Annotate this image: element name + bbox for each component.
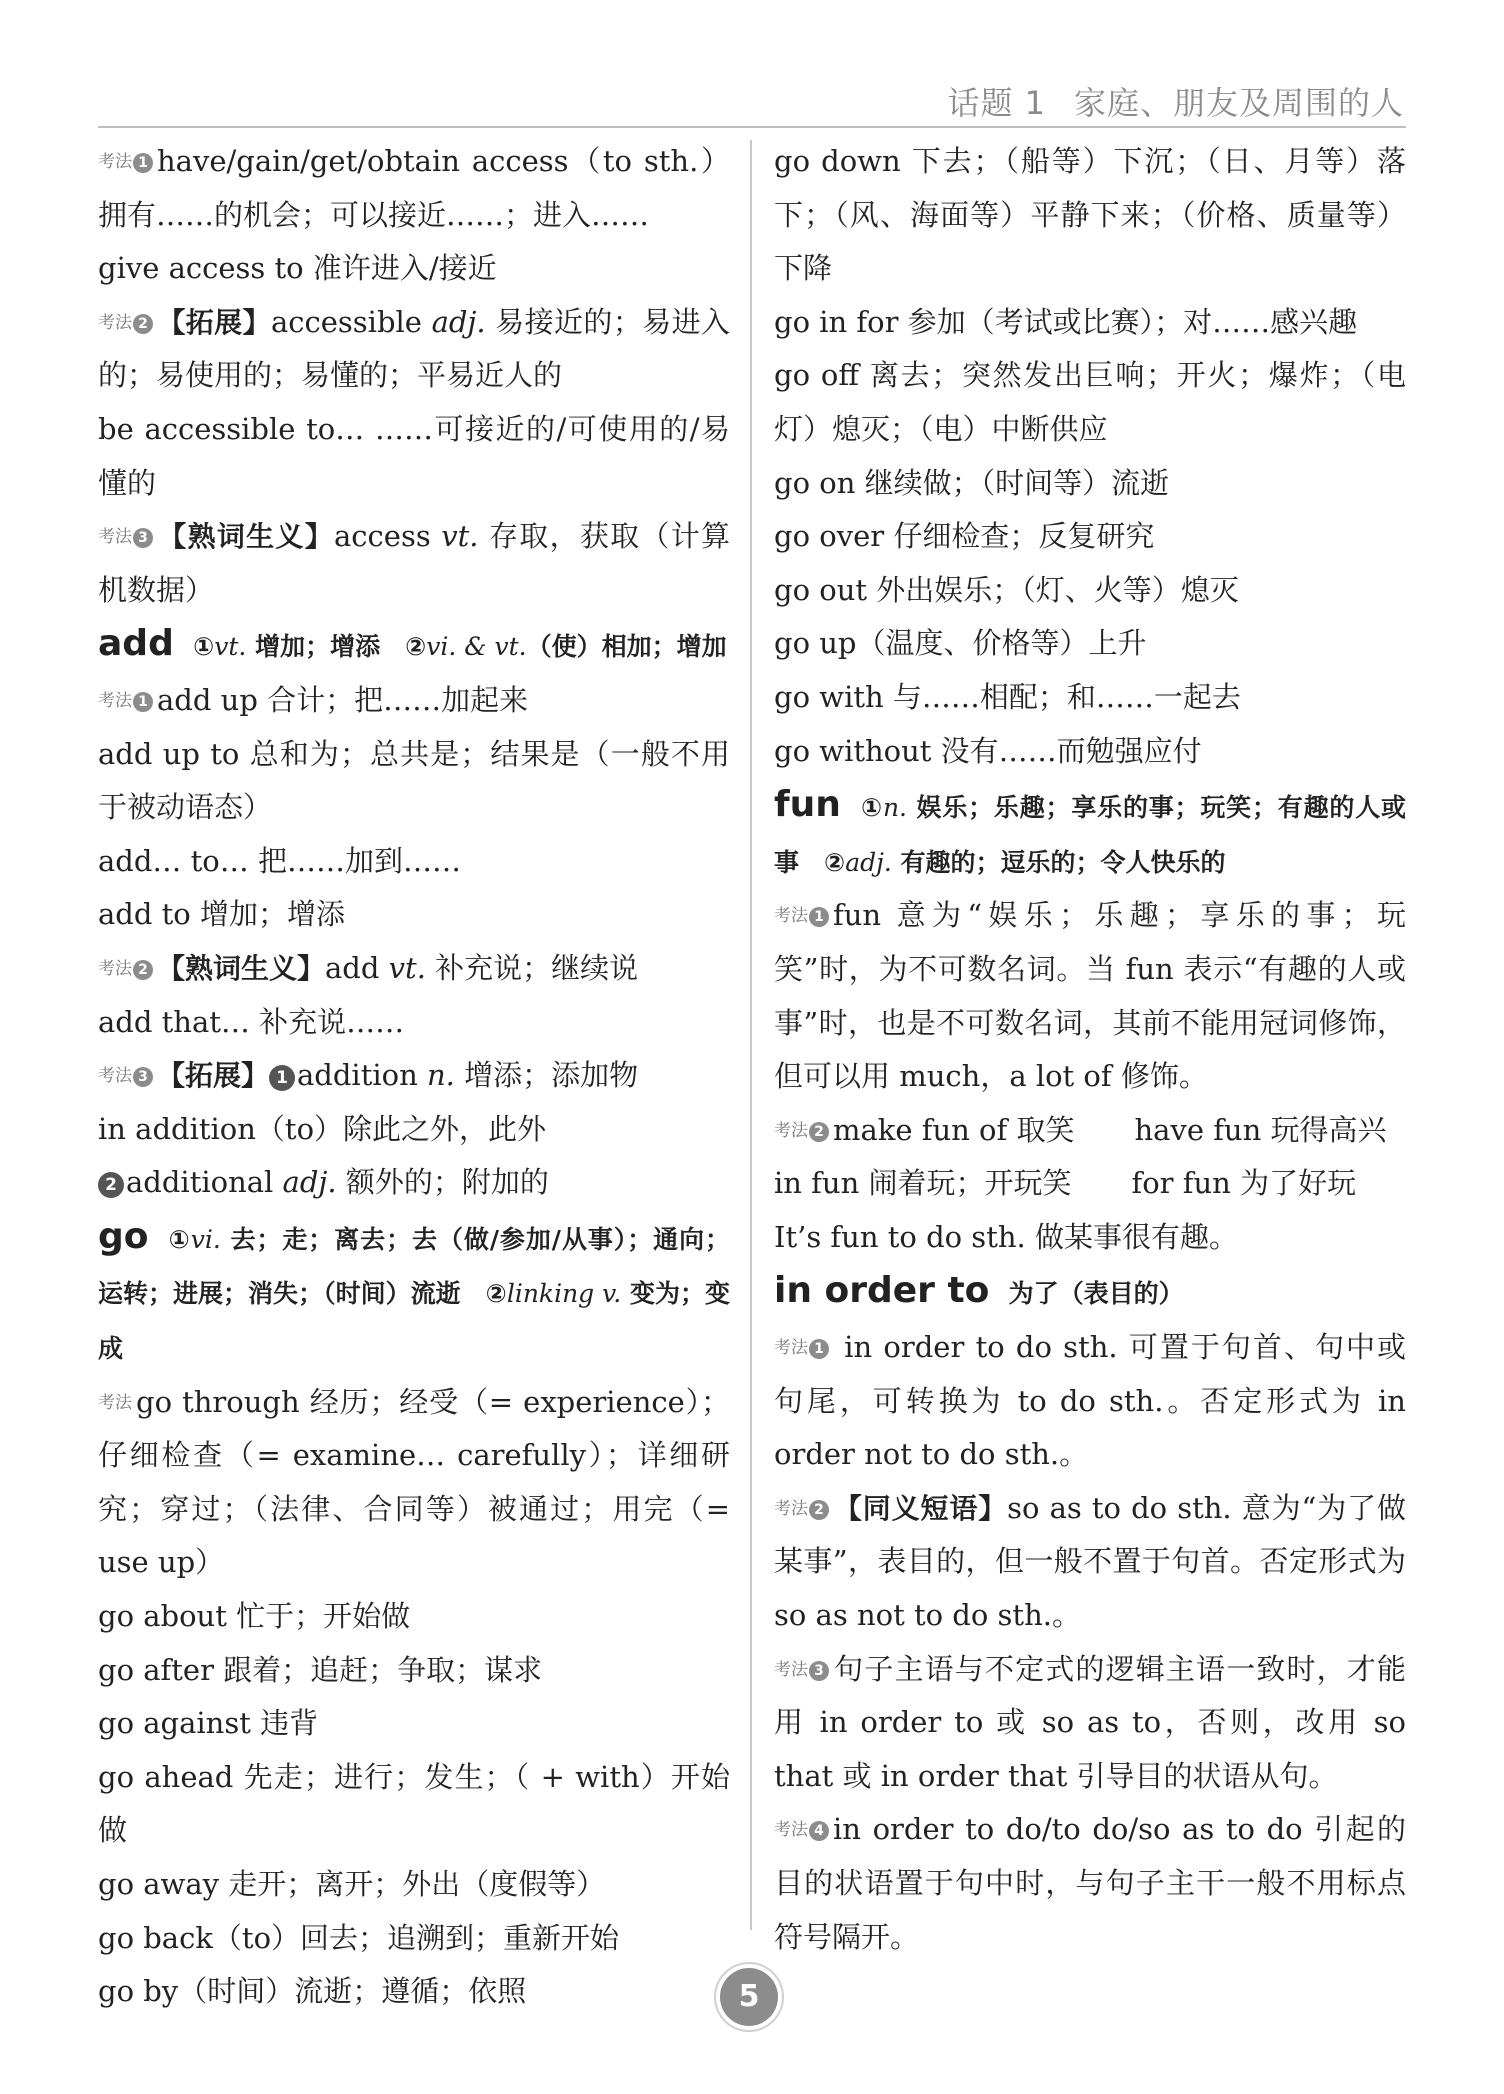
column-divider [750, 140, 752, 1930]
go-up-line: go up（温度、价格等）上升 [774, 626, 1147, 661]
headword-go: go [98, 1215, 149, 1257]
entry-add-kaofa-1: 考法 1 add up 合计；把……加起来 [98, 682, 529, 717]
number-circle: 1 [269, 1065, 295, 1091]
go-about-line: go about 忙于；开始做 [98, 1599, 411, 1634]
go-in-for-line: go in for 参加（考试或比赛）；对……感兴趣 [774, 304, 1358, 339]
in-addition-line: in addition（to）除此之外，此外 [98, 1111, 547, 1146]
go-by-line: go by（时间）流逝；遵循；依照 [98, 1974, 527, 2009]
kaofa-tag: 考法 2 [774, 1499, 829, 1520]
add-to-line-1: add… to… 把……加到…… [98, 843, 461, 878]
headword-in-order-to-line [774, 1264, 1406, 1321]
definition-in-order-to: 为了（表目的） [1008, 1279, 1184, 1309]
kaofa-tag: 考法 3 [98, 1066, 153, 1087]
topic-label: 话题 1 [947, 84, 1046, 122]
kaofa-tag: 考法 1 [774, 1338, 829, 1359]
fun-phrases-line: in fun 闹着玩；开玩笑 for fun 为了好玩 [774, 1166, 1357, 1201]
go-back-line: go back（to）回去；追溯到；重新开始 [98, 1920, 620, 1955]
add-that-line: add that… 补充说…… [98, 1004, 405, 1039]
entry-add-kaofa-3: 考法 3 【拓展】 1 addition n. 增添；添加物 [98, 1058, 639, 1093]
entry-access-kaofa-2: 考法 2 【拓展】accessible adj. 易接近的；易进入的；易使用的；易懂的；平易近人的 [98, 304, 730, 393]
kaofa-tag: 考法 3 [98, 527, 153, 548]
kaofa-tag: 考法 [98, 1392, 132, 1413]
additional-line: 2 additional adj. 额外的；附加的 [98, 1156, 730, 1210]
entry-order-kaofa-3: 考法 3 句子主语与不定式的逻辑主语一致时，才能用 in order to 或 so as to，否则，改用 so that 或 in order that 引导目的状语从句。 [774, 1651, 1406, 1793]
entry-access-kaofa-3: 考法 3 【熟词生义】access vt. 存取，获取（计算机数据） [98, 519, 731, 607]
left-column [98, 135, 730, 2019]
go-without-line: go without 没有……而勉强应付 [774, 733, 1202, 768]
headword-go-line [98, 1210, 730, 1376]
headword-add-line [98, 617, 730, 674]
add-to-line-2: add to 增加；增添 [98, 897, 345, 932]
kaofa-tag: 考法 2 [774, 1121, 829, 1142]
entry-fun-kaofa-2: 考法 2 make fun of 取笑 have fun 玩得高兴 [774, 1112, 1387, 1147]
go-down-line: go down 下去；（船等）下沉；（日、月等）落下；（风、海面等）平静下来；（价格、质量等）下降 [774, 144, 1406, 286]
entry-order-kaofa-1: 考法 1 in order to do sth. 可置于句首、句中或句尾，可转换为 to do sth.。否定形式为 in order not to do sth.。 [774, 1330, 1406, 1472]
entry-order-kaofa-4: 考法 4 in order to do/to do/so as to do 引起的目的状语置于句中时，与句子主干一般不用标点符号隔开。 [774, 1812, 1406, 1954]
definition-fun: ①n. 娱乐；乐趣；享乐的事；玩笑；有趣的人或事 ②adj. 有趣的；逗乐的；令人快乐的 [774, 793, 1407, 877]
kaofa-tag: 考法 2 [98, 313, 153, 334]
go-against-line: go against 违背 [98, 1706, 319, 1741]
kaofa-tag: 考法 1 [98, 691, 153, 712]
topic-title: 家庭、朋友及周围的人 [1073, 84, 1404, 122]
entry-fun-kaofa-1: 考法 1 fun 意为“娱乐；乐趣；享乐的事；玩笑”时，为不可数名词。当 fun 表示“有趣的人或事”时，也是不可数名词，其前不能用冠词修饰，但可以用 much，a lot of 修饰。 [774, 898, 1406, 1094]
go-ahead-line: go ahead 先走；进行；发生；（ + with）开始做 [98, 1759, 730, 1848]
kaofa-tag: 考法 3 [774, 1660, 829, 1681]
go-out-line: go out 外出娱乐；（灯、火等）熄灭 [774, 572, 1239, 607]
kaofa-tag: 考法 4 [774, 1820, 829, 1841]
page-number: 5 [720, 1968, 778, 2026]
right-column [774, 135, 1406, 1964]
fun-its-line: It’s fun to do sth. 做某事很有趣。 [774, 1219, 1238, 1254]
kaofa-tag: 考法 1 [774, 906, 829, 927]
entry-access-kaofa-1: 考法 1 have/gain/get/obtain access（to sth.）拥有……的机会；可以接近……；进入…… [98, 144, 730, 232]
go-over-line: go over 仔细检查；反复研究 [774, 519, 1155, 554]
header-rule [98, 126, 1406, 128]
go-with-line: go with 与……相配；和……一起去 [774, 679, 1241, 714]
entry-add-kaofa-2: 考法 2 【熟词生义】add vt. 补充说；继续说 [98, 950, 639, 985]
go-off-line: go off 离去；突然发出巨响；开火；爆炸；（电灯）熄灭；（电）中断供应 [774, 358, 1406, 446]
go-after-line: go after 跟着；追赶；争取；谋求 [98, 1652, 543, 1687]
headword-fun-line [774, 778, 1406, 889]
page-header [947, 78, 1404, 124]
entry-go-kaofa: 考法 go through 经历；经受（= experience）；仔细检查（= examine… carefully）；详细研究；穿过；（法律、合同等）被通过；用完（= use up） [98, 1384, 730, 1580]
headword-in-order-to: in order to [774, 1270, 990, 1312]
entry-order-kaofa-2: 考法 2 【同义短语】so as to do sth. 意为“为了做某事”，表目的，但一般不置于句首。否定形式为 so as not to do sth.。 [774, 1490, 1406, 1633]
definition-go: ①vi. 去；走；离去；去（做/参加/从事）；通向；运转；进展；消失；（时间）流逝 ②linking v. 变为；变成 [98, 1224, 730, 1364]
kaofa-tag: 考法 1 [98, 152, 153, 173]
headword-fun: fun [774, 784, 841, 826]
headword-add: add [98, 623, 174, 665]
access-give-line: give access to 准许进入/接近 [98, 251, 497, 286]
definition-add: ①vt. 增加；增添 ②vi. & vt.（使）相加；增加 [193, 632, 727, 662]
access-be-line: be accessible to… ……可接近的/可使用的/易懂的 [98, 411, 730, 500]
kaofa-tag: 考法 2 [98, 959, 153, 980]
number-circle: 2 [98, 1172, 124, 1198]
go-on-line: go on 继续做；（时间等）流逝 [774, 465, 1170, 500]
add-up-to-line: add up to 总和为；总共是；结果是（一般不用于被动语态） [98, 736, 730, 825]
go-away-line: go away 走开；离开；外出（度假等） [98, 1867, 606, 1901]
